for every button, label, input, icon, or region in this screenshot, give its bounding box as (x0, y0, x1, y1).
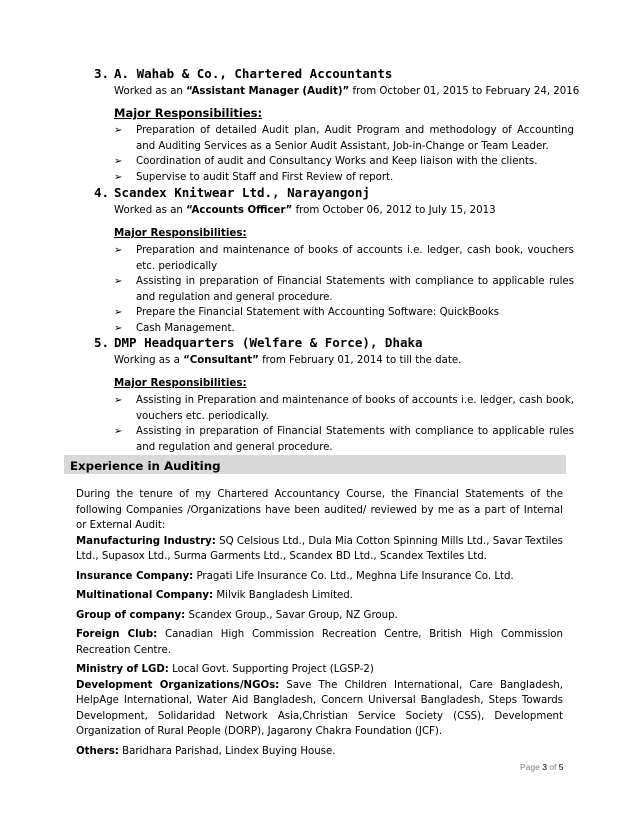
category-text: Scandex Group., Savar Group, NZ Group. (185, 609, 398, 621)
list-item (114, 424, 574, 455)
list-item-text: Assisting in preparation of Financial Statements with compliance to applicable rules and regulation and general procedure. (136, 426, 574, 453)
category-label: Group of company: (76, 609, 186, 621)
position-role: “Assistant Manager (Audit)” (186, 86, 350, 97)
category-text: Pragati Life Insurance Co. Ltd., Meghna Life Insurance Co. Ltd. (193, 570, 514, 582)
responsibilities-heading: Major Responsibilities: (114, 227, 247, 239)
job-number: 5. (94, 335, 110, 350)
audit-category (76, 569, 563, 585)
list-item-text: Coordination of audit and Consultancy Works and Keep liaison with the clients. (136, 156, 538, 167)
list-item-text: Assisting in Preparation and maintenance of books of accounts i.e. ledger, cash book, vouchers etc. periodically. (136, 395, 574, 422)
audit-category (76, 678, 563, 740)
list-item (114, 393, 574, 424)
list-item-text: Supervise to audit Staff and First Review of report. (136, 171, 394, 183)
list-item (114, 243, 574, 274)
category-text: Local Govt. Supporting Project (LGSP-2) (168, 664, 374, 675)
category-text: Milvik Bangladesh Limited. (213, 590, 354, 601)
job-position-line (114, 204, 574, 218)
position-prefix: Working as a (114, 355, 184, 366)
responsibilities-heading: Major Responsibilities: (114, 106, 263, 120)
intro-paragraph: During the tenure of my Chartered Accountancy Course, the Financial Statements of the following Companies /Organizations have been audited/ reviewed by me as a part of Internal or External Audit: (76, 489, 563, 531)
category-label: Foreign Club: (76, 629, 158, 640)
position-prefix: Worked as an (114, 205, 187, 216)
footer-of-word: of (546, 762, 559, 772)
footer-page-word: Page (520, 762, 543, 772)
category-label: Manufacturing Industry: (76, 535, 216, 547)
list-item (114, 305, 574, 321)
job-title-text: DMP Headquarters (Welfare & Force), Dhaka (114, 335, 423, 350)
audit-category (76, 608, 563, 624)
position-role: “Accounts Officer” (186, 205, 293, 216)
category-label: Insurance Company: (76, 570, 194, 582)
responsibilities-list (114, 123, 574, 185)
footer-page-number: 3 (542, 762, 547, 772)
section-title: Experience in Auditing (70, 459, 221, 473)
audit-category (76, 534, 563, 565)
job-entry-5 (94, 335, 574, 455)
job-entry-4 (94, 185, 574, 336)
position-role: “Consultant” (183, 355, 259, 366)
position-period: from October 01, 2015 to February 24, 2016 (349, 86, 580, 97)
section-heading-bar (64, 455, 566, 474)
position-period: from October 06, 2012 to July 15, 2013 (292, 205, 496, 216)
responsibilities-list (114, 393, 574, 455)
arrow-bullet-icon: ➢ (114, 395, 123, 406)
arrow-bullet-icon: ➢ (114, 125, 123, 136)
job-position-line (114, 85, 580, 99)
responsibilities-heading: Major Responsibilities: (114, 377, 247, 389)
arrow-bullet-icon: ➢ (114, 322, 123, 334)
category-text: Baridhara Parishad, Lindex Buying House. (118, 745, 336, 757)
list-item-text: Assisting in preparation of Financial Statements with compliance to applicable rules and regulation and general procedure. (136, 276, 574, 303)
arrow-bullet-icon: ➢ (114, 171, 123, 183)
job-position-line (114, 354, 574, 368)
list-item (114, 321, 574, 337)
auditing-experience-body (76, 487, 563, 763)
job-title-text: A. Wahab & Co., Chartered Accountants (114, 66, 393, 81)
job-title (94, 185, 574, 201)
list-item (114, 123, 574, 154)
list-item-text: Prepare the Financial Statement with Accounting Software: QuickBooks (136, 307, 500, 318)
category-label: Ministry of LGD: (76, 664, 169, 675)
page-footer (520, 762, 564, 772)
job-number: 3. (94, 66, 110, 81)
arrow-bullet-icon: ➢ (114, 156, 123, 167)
position-prefix: Worked as an (114, 86, 187, 97)
footer-page-total: 5 (558, 762, 564, 772)
arrow-bullet-icon: ➢ (114, 307, 123, 318)
category-text: Canadian High Commission Recreation Centre, British High Commission Recreation Centre. (76, 629, 563, 656)
list-item-text: Preparation of detailed Audit plan, Audit Program and methodology of Accounting and Auditing Services as a Senior Audit Assistant, Job-in-Change or Team Leader. (136, 125, 574, 152)
list-item (114, 170, 574, 186)
audit-category (76, 627, 563, 658)
job-entry-3 (94, 66, 580, 185)
responsibilities-list (114, 243, 574, 336)
job-title (94, 335, 574, 351)
category-label: Others: (76, 745, 119, 757)
position-period: from February 01, 2014 to till the date. (258, 355, 462, 366)
category-text: SQ Celsious Ltd., Dula Mia Cotton Spinning Mills Ltd., Savar Textiles Ltd., Supasox Ltd., Surma Garments Ltd., Scandex BD Ltd., Scandex Textiles Ltd. (76, 535, 563, 562)
job-number: 4. (94, 185, 110, 200)
arrow-bullet-icon: ➢ (114, 276, 123, 287)
arrow-bullet-icon: ➢ (114, 245, 123, 256)
list-item (114, 154, 574, 170)
category-label: Multinational Company: (76, 590, 214, 601)
list-item-text: Cash Management. (136, 322, 235, 334)
audit-category (76, 744, 563, 760)
category-text: Save The Children International, Care Bangladesh, HelpAge International, Water Aid Bangladesh, Concern Universal Bangladesh, Steps Towards Development, Solidaridad Network Asia,Christian Service Society (CSS), Development Organization of Rural People (DORP), Jagarony Chakra Foundation (JCF). (76, 679, 563, 737)
list-item-text: Preparation and maintenance of books of accounts i.e. ledger, cash book, vouchers etc. periodically (136, 245, 574, 272)
audit-category (76, 588, 563, 604)
arrow-bullet-icon: ➢ (114, 426, 123, 437)
job-title (94, 66, 574, 82)
category-label: Development Organizations/NGOs: (76, 679, 280, 691)
audit-category (76, 662, 563, 678)
job-title-text: Scandex Knitwear Ltd., Narayangonj (114, 185, 370, 200)
list-item (114, 274, 574, 305)
